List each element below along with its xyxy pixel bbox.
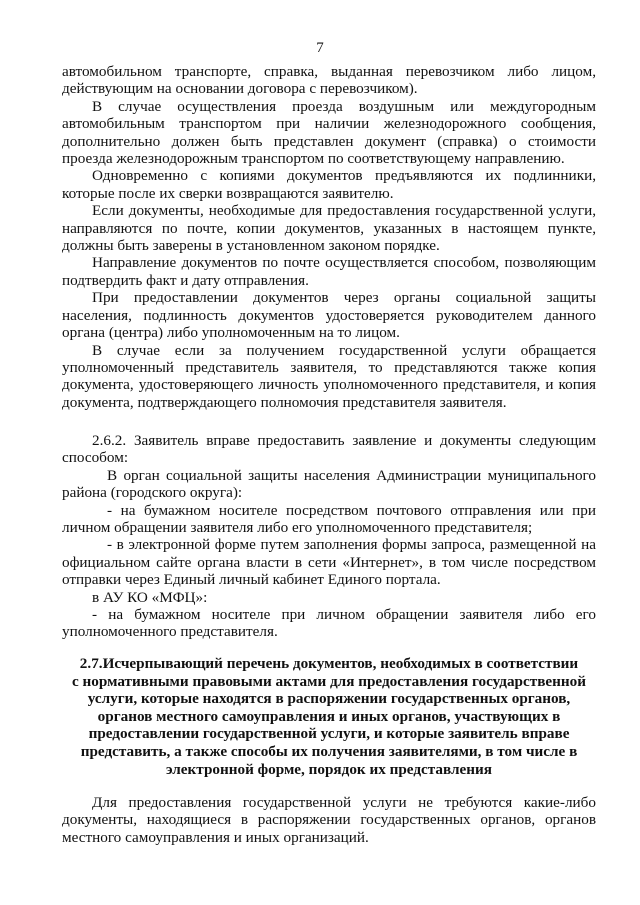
heading-line: органов местного самоуправления и иных органов, участвующих в xyxy=(97,707,561,725)
paragraph-mail-method: Направление документов по почте осуществляется способом, позволяющим подтвердить факт и дату отправления. xyxy=(62,254,596,289)
paragraph-mail-certified-copies: Если документы, необходимые для предоставления государственной услуги, направляются по почте, копии документов, указанных в настоящем пункте, должны быть заверены в установленном законом порядке. xyxy=(62,202,596,255)
heading-line: 2.7.Исчерпывающий перечень документов, необходимых в соответствии xyxy=(79,655,579,672)
paragraph-no-documents-required: Для предоставления государственной услуги не требуются какие-либо документы, находящиеся в распоряжении государственных органов, органов местного самоуправления и иных организаций. xyxy=(62,794,596,846)
paragraph-2-6-2: 2.6.2. Заявитель вправе предоставить заявление и документы следующим способом: xyxy=(62,432,596,467)
paragraph-social-protection-authenticity: При предоставлении документов через органы социальной защиты населения, подлинность документов удостоверяется руководителем данного органа (центра) либо уполномоченным на то лицом. xyxy=(62,289,596,342)
paragraph-authorized-representative: В случае если за получением государственной услуги обращается уполномоченный представитель заявителя, то представляются также копия документа, удостоверяющего личность уполномоченного представителя, и копия документа, подтверждающего полномочия представителя заявителя. xyxy=(62,341,596,411)
paragraph-carrier-certificate: автомобильном транспорте, справка, выданная перевозчиком либо лицом, действующим на основании договора с перевозчиком). xyxy=(62,63,596,98)
heading-line: электронной форме, порядок их представления xyxy=(166,760,492,778)
paragraph-social-protection-body: В орган социальной защиты населения Администрации муниципального района (городского округа): xyxy=(62,466,596,502)
text-block-submission-methods xyxy=(62,432,596,641)
section-heading-2-7 xyxy=(62,655,596,778)
paragraph-originals-presented: Одновременно с копиями документов предъявляются их подлинники, которые после их сверки возвращаются заявителю. xyxy=(62,167,596,202)
heading-line: с нормативными правовыми актами для предоставления государственной xyxy=(72,672,586,690)
list-item-paper-personal: - на бумажном носителе при личном обращении заявителя либо его уполномоченного представителя. xyxy=(62,606,596,641)
text-block-transport-documents xyxy=(62,63,596,411)
list-item-electronic-form: - в электронной форме путем заполнения формы запроса, размещенной на официальном сайте органа власти в сети «Интернет», в том числе посредством отправки через Единый личный кабинет Единого портала. xyxy=(62,536,596,589)
heading-line: представить, а также способы их получения заявителями, в том числе в xyxy=(80,742,578,760)
paragraph-mfc: в АУ КО «МФЦ»: xyxy=(92,588,208,606)
page-number: 7 xyxy=(316,40,324,56)
text-block-no-documents-required xyxy=(62,794,596,846)
paragraph-air-intercity-transport: В случае осуществления проезда воздушным или междугородным автомобильным транспортом при наличии железнодорожного сообщения, дополнительно должен быть представлен документ (справка) о стоимости проезда железнодорожным транспортом по соответствующему направлению. xyxy=(62,97,596,168)
heading-line: услуги, которые находятся в распоряжении государственных органов, xyxy=(87,690,571,708)
heading-line: предоставлении государственной услуги, и которые заявитель вправе xyxy=(88,725,570,743)
list-item-paper-mail: - на бумажном носителе посредством почтового отправления или при личном обращении заявителя либо его уполномоченного представителя; xyxy=(62,501,596,537)
